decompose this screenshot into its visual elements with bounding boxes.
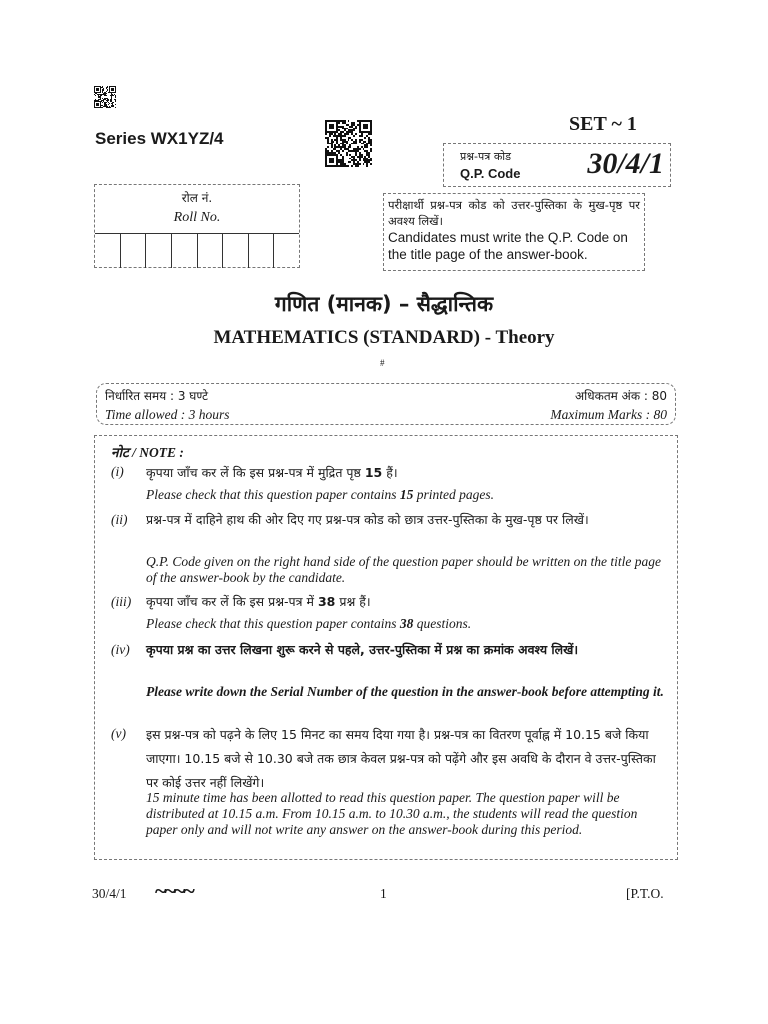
note-heading: नोट / NOTE : (111, 445, 184, 460)
note-number: (ii) (111, 512, 128, 527)
note-text-bold: 38 (399, 616, 414, 631)
note-item-hindi: प्रश्न-पत्र में दाहिने हाथ की ओर दिए गए प्रश्न-पत्र कोड को छात्र उत्तर-पुस्तिका के मुख-पृष्ठ पर लिखें। (146, 512, 589, 527)
note-text-bold: 15 (399, 487, 414, 502)
qr-code-large (325, 120, 372, 167)
note-text: Please check that this question paper contains (146, 616, 400, 631)
time-allowed: Time allowed : 3 hours (105, 407, 230, 422)
roll-cell[interactable] (198, 234, 224, 268)
note-number: (iii) (111, 594, 132, 609)
time-marks-box (96, 383, 676, 425)
subject-title-hindi: गणित (मानक) – सैद्धान्तिक (274, 292, 494, 316)
qp-code-value: 30/4/1 (587, 147, 664, 180)
note-item: 15 minute time has been allotted to read this question paper. The question paper will be distributed at 10.15 a.m. From 10.15 a.m. to 10.30 a.m., the students will read the question paper only and will not write any answer on the answer-book during this period. (146, 790, 638, 837)
note-item-hindi: कृपया प्रश्न का उत्तर लिखना शुरू करने से पहले, उत्तर-पुस्तिका में प्रश्न का क्रमांक अवश्य लिखें। (146, 642, 579, 657)
note-text-bold: 15 (364, 465, 383, 480)
roll-no-label: Roll No. (173, 210, 221, 225)
roll-cell[interactable] (95, 234, 121, 268)
roll-cell[interactable] (249, 234, 275, 268)
roll-cell[interactable] (121, 234, 147, 268)
roll-cell[interactable] (172, 234, 198, 268)
note-text: questions. (413, 616, 472, 631)
roll-cell[interactable] (223, 234, 249, 268)
note-text: प्रश्न हैं। (335, 594, 371, 609)
series-label: Series WX1YZ/4 (95, 129, 224, 148)
note-text: कृपया जाँच कर लें कि इस प्रश्न-पत्र में मुद्रित पृष्ठ (146, 465, 365, 480)
note-text: printed pages. (413, 487, 494, 502)
page-number: 1 (380, 886, 387, 901)
roll-number-box (94, 184, 300, 268)
max-marks: Maximum Marks : 80 (550, 407, 667, 422)
note-text-bold: 38 (317, 594, 336, 609)
note-text: Please check that this question paper contains (146, 487, 400, 502)
candidate-instruction-hindi: परीक्षार्थी प्रश्न-पत्र कोड को उत्तर-पुस्तिका के मुख-पृष्ठ पर अवश्य लिखें। (388, 198, 640, 228)
note-item (146, 487, 664, 503)
roll-cell[interactable] (274, 234, 299, 268)
qp-code-label: Q.P. Code (460, 166, 521, 181)
footer-tilde: ~~~~ (155, 878, 193, 903)
roll-cell[interactable] (146, 234, 172, 268)
note-number: (v) (111, 726, 126, 741)
pto-label: [P.T.O. (626, 886, 664, 901)
note-number: (iv) (111, 642, 130, 657)
candidate-instruction-box (383, 193, 645, 271)
set-label: SET ~ 1 (569, 113, 637, 135)
note-item: Please write down the Serial Number of the question in the answer-book before attempting it. (146, 684, 664, 699)
footer-code: 30/4/1 (92, 886, 127, 901)
qp-code-box (443, 143, 671, 187)
note-text: कृपया जाँच कर लें कि इस प्रश्न-पत्र में (146, 594, 318, 609)
roll-number-cells[interactable] (95, 233, 299, 268)
candidate-instruction: Candidates must write the Q.P. Code on the title page of the answer-book. (388, 230, 628, 262)
subject-title: MATHEMATICS (STANDARD) - Theory (213, 327, 555, 348)
hash-mark: # (380, 358, 385, 368)
time-allowed-hindi: निर्धारित समय : 3 घण्टे (105, 389, 209, 403)
max-marks-hindi: अधिकतम अंक : 80 (574, 389, 667, 403)
note-item: Q.P. Code given on the right hand side of the question paper should be written on the title page of the answer-book by the candidate. (146, 554, 661, 585)
roll-no-label-hindi: रोल नं. (181, 191, 213, 205)
note-item-hindi: इस प्रश्न-पत्र को पढ़ने के लिए 15 मिनट का समय दिया गया है। प्रश्न-पत्र का वितरण पूर्वाह्न में 10.15 बजे किया जाएगा। 10.15 बजे से 10.30 बजे तक छात्र केवल प्रश्न-पत्र को पढ़ेंगे और इस अवधि के दौरान वे उत्तर-पुस्तिका पर कोई उत्तर नहीं लिखेंगे। (146, 727, 656, 790)
note-item-hindi (146, 592, 664, 611)
qp-code-label-hindi: प्रश्न-पत्र कोड (460, 150, 512, 163)
qr-code-small (94, 86, 116, 108)
note-text: हैं। (382, 465, 398, 480)
note-box (94, 435, 678, 860)
note-item-hindi (146, 463, 664, 482)
note-item (146, 616, 664, 632)
note-number: (i) (111, 464, 124, 479)
